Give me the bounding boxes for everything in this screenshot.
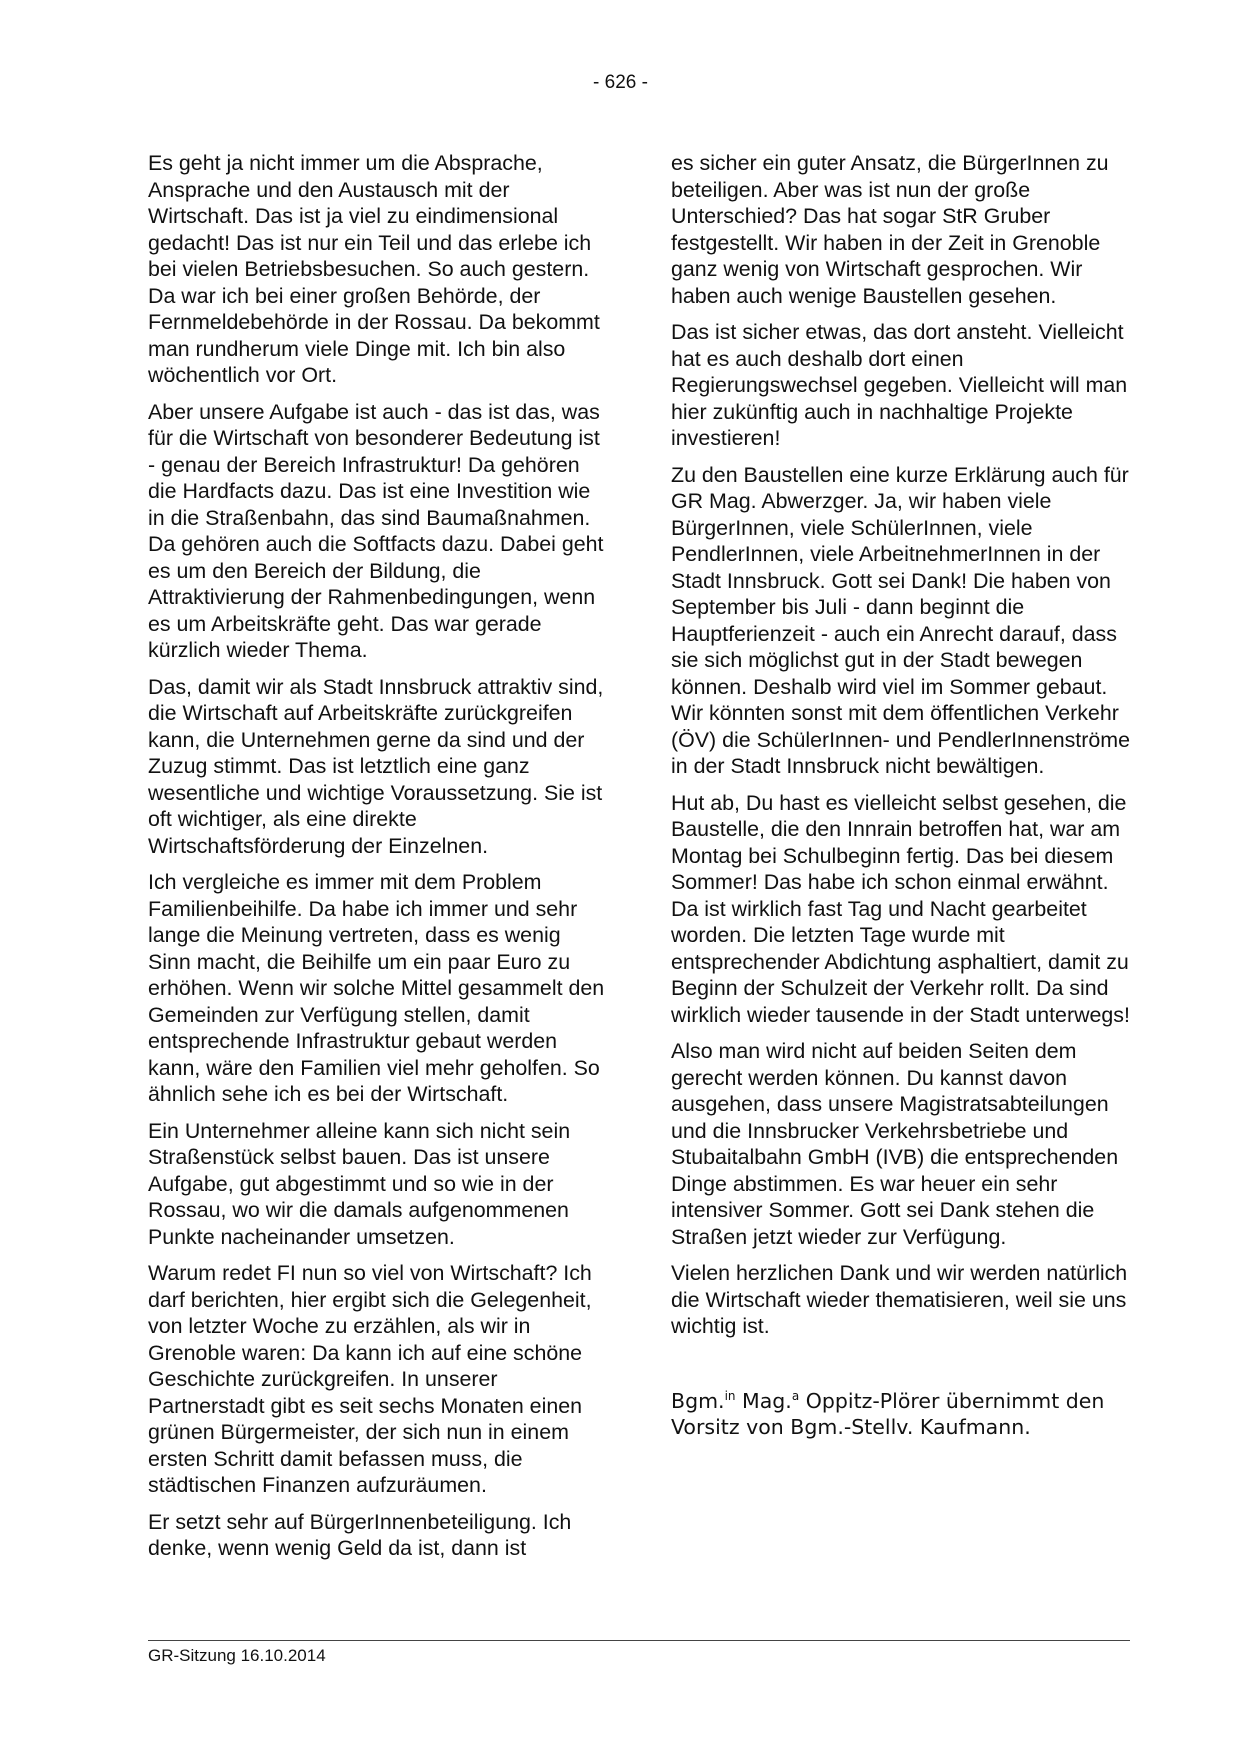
footer-session-date: GR-Sitzung 16.10.2014: [148, 1646, 326, 1665]
closing-note-text: Oppitz-Plörer übernimmt den Vorsitz von Bgm.-Stellv. Kaufmann.: [671, 1388, 1105, 1439]
paragraph: Vielen herzlichen Dank und wir werden natürlich die Wirtschaft wieder thematisieren, weil sie uns wichtig ist.: [671, 1261, 1128, 1338]
chair-change-note: [671, 1388, 1131, 1441]
paragraph: Er setzt sehr auf BürgerInnenbeteiligung. Ich denke, wenn wenig Geld da ist, dann ist: [148, 1509, 572, 1560]
paragraph: Ich vergleiche es immer mit dem Problem Familienbeihilfe. Da habe ich immer und sehr lange die Meinung vertreten, dass es wenig Sinn macht, die Beihilfe um ein paar Euro zu erhöhen. Wenn wir solche Mittel gesammelt den Gemeinden zur Verfügung stellen, damit entsprechende Infrastruktur gebaut werden kann, wäre den Familien viel mehr geholfen. So ähnlich sehe ich es bei der Wirtschaft.: [148, 870, 605, 1106]
paragraph: Zu den Baustellen eine kurze Erklärung auch für GR Mag. Abwerzger. Ja, wir haben viele BürgerInnen, viele SchülerInnen, viele PendlerInnen, viele ArbeitnehmerInnen in der Stadt Innsbruck. Gott sei Dank! Die haben von September bis Juli - dann beginnt die Hauptferienzeit - auch ein Anrecht darauf, dass sie sich möglichst gut in der Stadt bewegen können. Deshalb wird viel im Sommer gebaut. Wir könnten sonst mit dem öffentlichen Verkehr (ÖV) die SchülerInnen- und PendlerInnenströme in der Stadt Innsbruck nicht bewältigen.: [671, 462, 1130, 778]
paragraph: Aber unsere Aufgabe ist auch - das ist das, was für die Wirtschaft von besonderer Bedeutung ist - genau der Bereich Infrastruktur! Da gehören die Hardfacts dazu. Das ist eine Investition wie in die Straßenbahn, das sind Baumaßnahmen. Da gehören auch die Softfacts dazu. Dabei geht es um den Bereich der Bildung, die Attraktivierung der Rahmenbedingungen, wenn es um Arbeitskräfte geht. Das war gerade kürzlich wieder Thema.: [148, 399, 604, 662]
mag-superscript: a: [791, 1388, 800, 1403]
page-number: - 626 -: [593, 72, 648, 93]
bgm-prefix: Bgm.: [671, 1388, 725, 1413]
left-text-column: [148, 150, 606, 1572]
right-text-column: [671, 150, 1131, 1451]
paragraph: Also man wird nicht auf beiden Seiten dem gerecht werden können. Du kannst davon ausgehen, dass unsere Magistratsabteilungen und die Innsbrucker Verkehrsbetriebe und Stubaitalbahn GmbH (IVB) die entsprechenden Dinge abstimmen. Es war heuer ein sehr intensiver Sommer. Gott sei Dank stehen die Straßen jetzt wieder zur Verfügung.: [671, 1039, 1119, 1249]
paragraph: Warum redet FI nun so viel von Wirtschaft? Ich darf berichten, hier ergibt sich die Gelegenheit, von letzter Woche zu erzählen, als wir in Grenoble waren: Da kann ich auf eine schöne Geschichte zurückgreifen. In unserer Partnerstadt gibt es seit sechs Monaten einen grünen Bürgermeister, der sich nun in einem ersten Schritt damit befassen muss, die städtischen Finanzen aufzuräumen.: [148, 1261, 592, 1497]
paragraph: Das, damit wir als Stadt Innsbruck attraktiv sind, die Wirtschaft auf Arbeitskräfte zurückgreifen kann, die Unternehmen gerne da sind und der Zuzug stimmt. Das ist letztlich eine ganz wesentliche und wichtige Voraussetzung. Sie ist oft wichtiger, als eine direkte Wirtschaftsförderung der Einzelnen.: [148, 674, 604, 858]
footer-divider: [148, 1640, 1130, 1641]
bgm-superscript: in: [724, 1388, 736, 1403]
paragraph: Ein Unternehmer alleine kann sich nicht sein Straßenstück selbst bauen. Das ist unsere Aufgabe, gut abgestimmt und so wie in der Rossau, wo wir die damals aufgenommenen Punkte nacheinander umsetzen.: [148, 1118, 571, 1249]
paragraph: es sicher ein guter Ansatz, die BürgerInnen zu beteiligen. Aber was ist nun der große Unterschied? Das hat sogar StR Gruber festgestellt. Wir haben in der Zeit in Grenoble ganz wenig von Wirtschaft gesprochen. Wir haben auch wenige Baustellen gesehen.: [671, 151, 1109, 308]
paragraph: Es geht ja nicht immer um die Absprache, Ansprache und den Austausch mit der Wirtschaft. Das ist ja viel zu eindimensional gedacht! Das ist nur ein Teil und das erlebe ich bei vielen Betriebsbesuchen. So auch gestern. Da war ich bei einer großen Behörde, der Fernmeldebehörde in der Rossau. Da bekommt man rundherum viele Dinge mit. Ich bin also wöchentlich vor Ort.: [148, 151, 600, 387]
mag-prefix: Mag.: [742, 1388, 792, 1413]
paragraph: Das ist sicher etwas, das dort ansteht. Vielleicht hat es auch deshalb dort einen Regierungswechsel gegeben. Vielleicht will man hier zukünftig auch in nachhaltige Projekte investieren!: [671, 320, 1128, 450]
paragraph: Hut ab, Du hast es vielleicht selbst gesehen, die Baustelle, die den Innrain betroffen hat, war am Montag bei Schulbeginn fertig. Das bei diesem Sommer! Das habe ich schon einmal erwähnt. Da ist wirklich fast Tag und Nacht gearbeitet worden. Die letzten Tage wurde mit entsprechender Abdichtung asphaltiert, damit zu Beginn der Schulzeit der Verkehr rollt. Da sind wirklich wieder tausende in der Stadt unterwegs!: [671, 790, 1130, 1027]
